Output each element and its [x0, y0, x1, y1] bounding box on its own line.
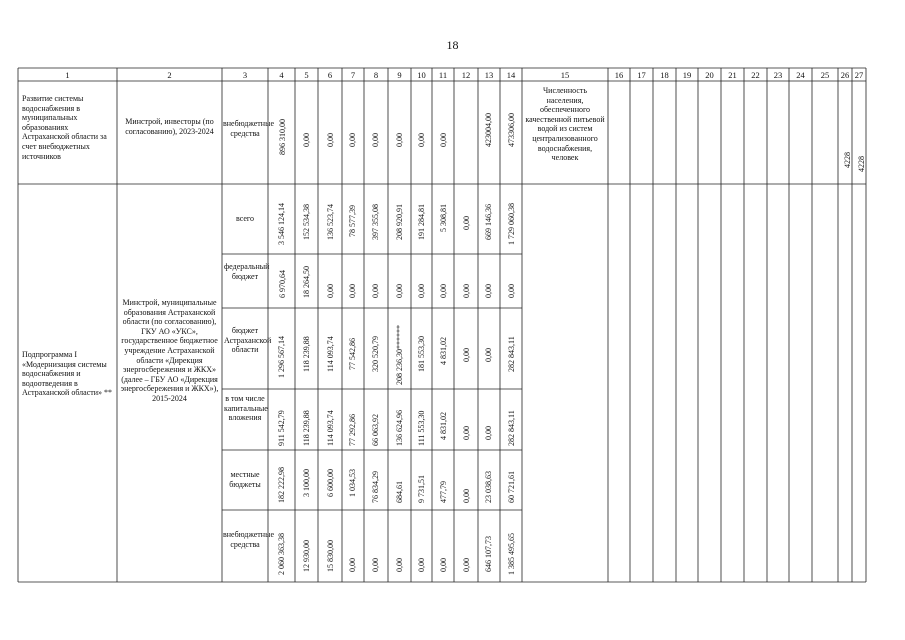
block2-value: 208 236,30******: [395, 325, 404, 385]
block2-value: 0,00: [395, 558, 404, 572]
block2-source: бюджет Астраханской области: [224, 326, 272, 355]
block2-value: 320 520,79: [371, 336, 380, 372]
block2-value: 397 355,08: [371, 204, 380, 240]
col-header-4: 4: [279, 70, 284, 80]
block2-value: 111 553,30: [417, 410, 426, 446]
block1-indicator: Численность населения, обеспеченного качественной питьевой водой из систем централизованного водоснабжения, человек: [525, 86, 605, 163]
block2-value: 136 523,74: [326, 204, 335, 240]
block2-source: федеральный бюджет: [224, 262, 270, 281]
block1-col27: 4228: [857, 156, 866, 172]
block2-value: 2 060 363,38: [277, 533, 286, 575]
block1-col26: 4228: [843, 152, 852, 168]
block2-value: 114 093,74: [326, 336, 335, 372]
block2-value: 0,00: [395, 284, 404, 298]
block2-source: всего: [235, 214, 254, 223]
block2-value: 76 834,29: [371, 471, 380, 503]
block2-executor: Минстрой, муниципальные образования Астраханской области (по согласованию), ГКУ АО «УКС», государственное бюджетное учреждение Астраханской области «Дирекция энергосбережения и ЖКХ» (далее – ГБУ АО «Дирекция энергосбережения и ЖКХ»), 2015-2024: [120, 298, 219, 403]
col-header-12: 12: [461, 70, 471, 80]
block2-value: 1 296 567,14: [277, 336, 286, 378]
block2-value: 0,00: [348, 558, 357, 572]
block2-value: 0,00: [417, 558, 426, 572]
block1-value: 423004,00: [484, 113, 493, 147]
block2-value: 684,61: [395, 481, 404, 503]
block2-value: 66 063,92: [371, 414, 380, 446]
block2-source: в том числе капитальные вложения: [224, 394, 268, 423]
block2-value: 182 222,98: [277, 467, 286, 503]
col-header-26: 26: [840, 70, 850, 80]
col-header-21: 21: [728, 70, 737, 80]
col-header-2: 2: [167, 70, 172, 80]
block2-value: 191 284,81: [417, 204, 426, 240]
block2-value: 12 930,00: [302, 540, 311, 572]
block2-value: 152 534,38: [302, 204, 311, 240]
col-header-22: 22: [751, 70, 760, 80]
block2-value: 118 239,88: [302, 336, 311, 372]
block2-value: 477,79: [439, 481, 448, 503]
block1-value: 0,00: [395, 133, 404, 147]
block2-value: 77 292,86: [348, 414, 357, 446]
block2-value: 1 034,53: [348, 469, 357, 497]
col-header-27: 27: [854, 70, 864, 80]
block2-value: 669 146,36: [484, 204, 493, 240]
block2-value: 78 577,39: [348, 205, 357, 237]
block2-value: 181 553,30: [417, 336, 426, 372]
block2-value: 6 600,00: [326, 469, 335, 497]
block2-value: 5 308,81: [439, 204, 448, 232]
block1-value: 896 310,00: [278, 119, 287, 155]
col-header-1: 1: [65, 70, 70, 80]
block1-source: внебюджетные средства: [223, 119, 274, 138]
block2-value: 18 264,50: [302, 266, 311, 298]
block1-value: 0,00: [417, 133, 426, 147]
block1-executor: Минстрой, инвесторы (по согласованию), 2023-2024: [125, 117, 214, 136]
block2-value: 77 542,86: [348, 338, 357, 370]
block2-source: внебюджетные средства: [223, 530, 274, 549]
block2-value: 0,00: [439, 558, 448, 572]
block2-value: 911 542,79: [277, 410, 286, 446]
block2-value: 23 038,63: [484, 471, 493, 503]
col-header-13: 13: [484, 70, 494, 80]
block1-value: 0,00: [326, 133, 335, 147]
block2-value: 0,00: [484, 284, 493, 298]
block1-value: 0,00: [348, 133, 357, 147]
col-header-7: 7: [350, 70, 356, 80]
col-header-25: 25: [820, 70, 830, 80]
block2-value: 3 546 124,14: [277, 203, 286, 245]
block2-value: 4 831,02: [439, 412, 448, 440]
block2-value: 0,00: [326, 284, 335, 298]
block2-value: 136 624,96: [395, 410, 404, 446]
col-header-15: 15: [560, 70, 570, 80]
block2-value: 118 239,88: [302, 410, 311, 446]
block2-value: 0,00: [462, 348, 471, 362]
col-header-14: 14: [506, 70, 516, 80]
block2-value: 0,00: [462, 426, 471, 440]
col-header-17: 17: [637, 70, 646, 80]
col-header-19: 19: [682, 70, 692, 80]
block2-value: 0,00: [484, 348, 493, 362]
block2-value: 208 920,91: [395, 204, 404, 240]
block2-value: 3 100,00: [302, 469, 311, 497]
block2-value: 1 385 495,65: [507, 533, 516, 575]
block2-value: 0,00: [417, 284, 426, 298]
col-header-8: 8: [373, 70, 379, 80]
block2-value: 0,00: [462, 489, 471, 503]
block2-value: 0,00: [462, 284, 471, 298]
block2-value: 0,00: [484, 426, 493, 440]
col-header-23: 23: [773, 70, 783, 80]
block2-value: 0,00: [439, 284, 448, 298]
block1-value: 0,00: [302, 133, 311, 147]
block2-value: 0,00: [348, 284, 357, 298]
block2-value: 0,00: [371, 558, 380, 572]
block2-value: 0,00: [462, 216, 471, 230]
block2-name: Подпрограмма I «Модернизация системы водоснабжения и водоотведения в Астраханской области» **: [22, 350, 113, 398]
block2-value: 282 843,11: [507, 410, 516, 446]
col-header-5: 5: [304, 70, 309, 80]
block2-value: 1 729 060,38: [507, 203, 516, 245]
block1-value: 473306,00: [507, 113, 516, 147]
col-header-20: 20: [705, 70, 714, 80]
col-header-24: 24: [796, 70, 805, 80]
col-header-18: 18: [660, 70, 669, 80]
block2-value: 60 721,61: [507, 471, 516, 503]
block2-value: 0,00: [507, 284, 516, 298]
block2-value: 0,00: [371, 284, 380, 298]
block2-value: 646 107,73: [484, 536, 493, 572]
block2-value: 4 831,02: [439, 337, 448, 365]
block1-value: 0,00: [439, 133, 448, 147]
col-header-10: 10: [417, 70, 426, 80]
block2-value: 114 093,74: [326, 410, 335, 446]
block2-value: 6 970,64: [278, 270, 287, 298]
page-number: 18: [446, 38, 459, 52]
block2-value: 282 843,11: [507, 336, 516, 372]
block1-name: Развитие системы водоснабжения в муниципальных образованиях Астраханской области за счет внебюджетных источников: [22, 94, 107, 161]
col-header-16: 16: [614, 70, 624, 80]
block2-source: местные бюджеты: [229, 470, 261, 489]
col-header-9: 9: [397, 70, 402, 80]
col-header-6: 6: [327, 70, 333, 80]
col-header-3: 3: [242, 70, 248, 80]
block1-value: 0,00: [371, 133, 380, 147]
block2-value: 15 830,00: [326, 540, 335, 572]
block2-value: 0,00: [462, 558, 471, 572]
col-header-11: 11: [438, 70, 448, 80]
block2-value: 9 731,51: [417, 475, 426, 503]
